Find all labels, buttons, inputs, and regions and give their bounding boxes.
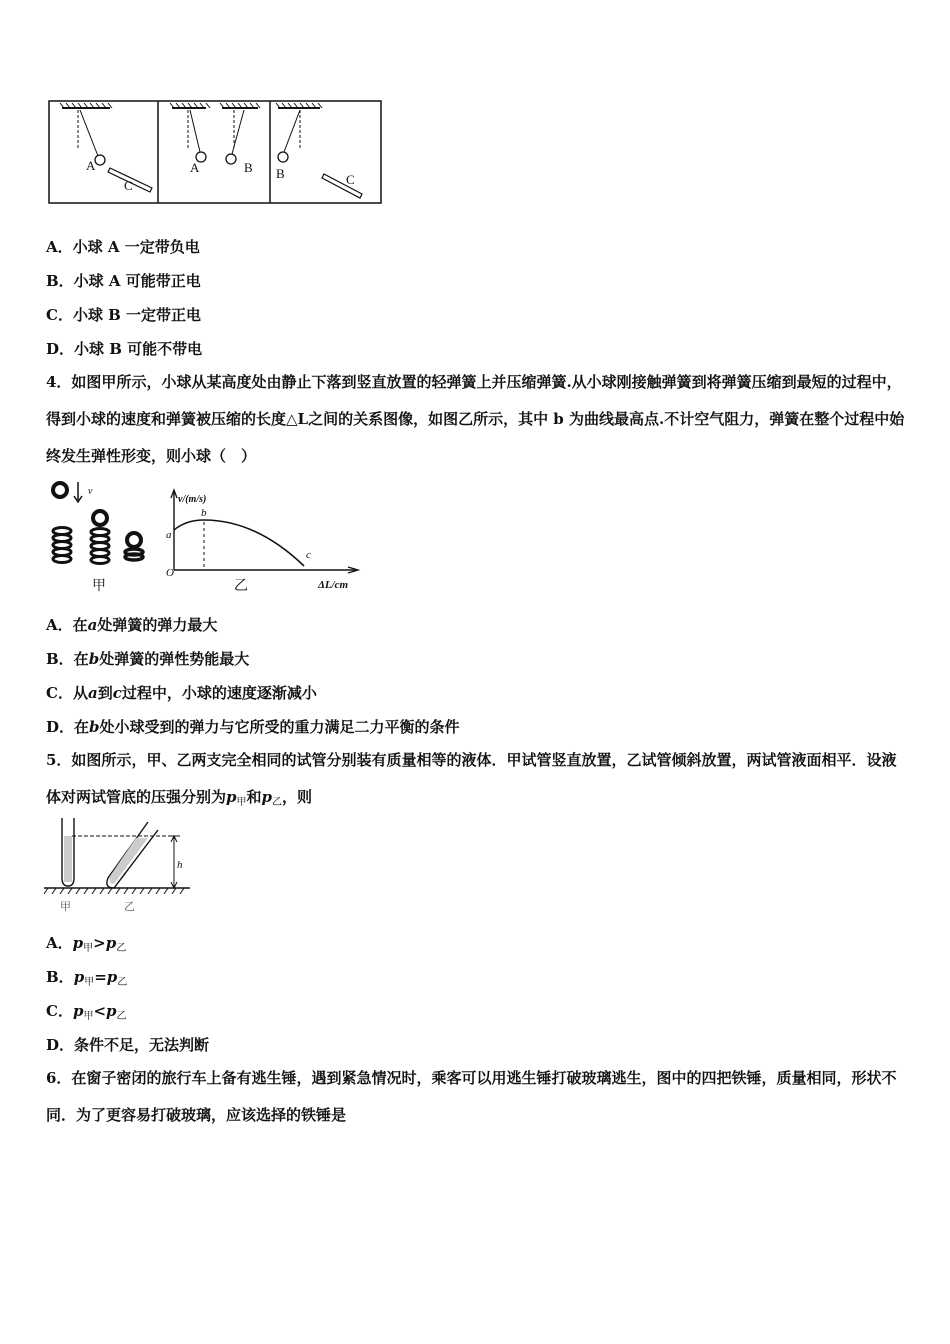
h-label: h: [177, 859, 183, 871]
sub-jia: 甲: [83, 943, 94, 954]
q4-option-a[interactable]: [46, 614, 217, 635]
p-symbol: p: [106, 1002, 117, 1020]
sub-yi: 乙: [117, 977, 128, 988]
sub-yi: 乙: [116, 943, 127, 954]
caption-yi: 乙: [234, 578, 248, 594]
operator: >: [93, 934, 106, 952]
sub-jia: 甲: [84, 977, 95, 988]
q3-option-b[interactable]: B．小球 A 可能带正电: [46, 272, 201, 290]
option-text: 到: [97, 684, 113, 702]
option-text: C．从: [46, 684, 88, 702]
spring-graph-figure: [46, 476, 366, 596]
q3-option-c[interactable]: C．小球 B 一定带正电: [46, 306, 202, 324]
liquid-jia: [64, 836, 72, 882]
ball-compressed: [127, 533, 141, 547]
caption-jia: 甲: [92, 578, 106, 594]
label-a: A: [190, 160, 200, 175]
q5-option-c[interactable]: [46, 1000, 127, 1022]
q4-option-d[interactable]: [46, 716, 460, 737]
velocity-curve: [174, 520, 304, 566]
q3-option-d[interactable]: D．小球 B 可能不带电: [46, 340, 203, 358]
q5-text: 5．如图所示，甲、乙两支完全相同的试管分别装有质量相等的液体．甲试管竖直放置，乙试管倾斜放置，两试管液面相平．设液体对两试管底的压强分别为: [46, 751, 897, 806]
q5-option-d[interactable]: D．条件不足，无法判断: [46, 1036, 210, 1054]
sub-yi: 乙: [272, 797, 283, 808]
option-text: A．: [46, 934, 73, 952]
option-text: 处弹簧的弹性势能最大: [99, 650, 250, 668]
q4-option-b[interactable]: [46, 648, 249, 669]
label-c: C: [346, 172, 355, 187]
ball-b: [278, 152, 288, 162]
label-c: C: [124, 178, 133, 193]
operator: =: [94, 968, 107, 986]
spring-1: [53, 528, 71, 563]
p-symbol: p: [72, 934, 84, 952]
q4-question-text: 4．如图甲所示，小球从某高度处由静止下落到竖直放置的轻弹簧上并压缩弹簧.从小球刚接触弹簧到将弹簧压缩到最短的过程中，得到小球的速度和弹簧被压缩的长度△L之间的关系图像，如图乙所示，其中 b 为曲线最高点.不计空气阻力，弹簧在整个过程中始终发生弹性形变，则小球（ ）: [46, 373, 905, 465]
option-text: 过程中，小球的速度逐渐减小: [121, 684, 317, 702]
label-b: B: [276, 166, 285, 181]
q3-option-a[interactable]: A．小球 A 一定带负电: [46, 238, 200, 256]
sub-yi: 乙: [116, 1011, 127, 1022]
ball-b: [226, 154, 236, 164]
q5-option-b[interactable]: [46, 966, 127, 988]
operator: <: [93, 1002, 107, 1020]
spring-2: [91, 529, 109, 564]
ball-on-spring: [93, 511, 107, 525]
p-symbol: p: [73, 968, 85, 986]
point-b-label: b: [201, 507, 207, 519]
test-tube-figure: [44, 818, 194, 916]
caption-jia: 甲: [60, 900, 71, 913]
q4-option-c[interactable]: [46, 682, 317, 703]
label-a: A: [86, 158, 96, 173]
p-symbol: p: [106, 968, 118, 986]
q5-question-text: [46, 742, 910, 821]
spring-3: [125, 549, 143, 560]
q6-question-text: 6．在窗子密闭的旅行车上备有逃生锤，遇到紧急情况时，乘客可以用逃生锤打破玻璃逃生，图中的四把铁锤，质量相同，形状不同．为了更容易打破玻璃，应该选择的铁锤是: [46, 1069, 897, 1124]
pendulum-figure: [48, 100, 384, 206]
panel-frame: [49, 101, 381, 203]
q5-text: ，则: [282, 788, 313, 806]
origin-label: O: [166, 567, 174, 579]
label-b: B: [244, 160, 253, 175]
var-a: a: [87, 616, 98, 634]
q5-text: 和: [246, 788, 262, 806]
sub-jia: 甲: [236, 797, 247, 808]
falling-ball: [53, 483, 67, 497]
option-text: 处小球受到的弹力与它所受的重力满足二力平衡的条件: [99, 718, 460, 736]
x-axis-label: ΔL/cm: [318, 579, 349, 591]
p-symbol: p: [261, 788, 273, 806]
point-a-label: a: [166, 529, 172, 541]
point-c-label: c: [306, 549, 311, 561]
p-symbol: p: [72, 1002, 84, 1020]
var-b: b: [89, 718, 100, 736]
option-text: D．在: [46, 718, 90, 736]
var-b: b: [88, 650, 100, 668]
caption-yi: 乙: [124, 900, 135, 913]
var-a: a: [87, 684, 98, 702]
option-text: 处弹簧的弹力最大: [97, 616, 218, 634]
rod-c: [322, 174, 362, 198]
var-c: c: [112, 684, 122, 702]
ball-a: [95, 155, 105, 165]
option-text: B．: [46, 968, 74, 986]
option-text: B．在: [46, 650, 89, 668]
p-symbol: p: [226, 788, 237, 806]
liquid-yi: [110, 838, 149, 884]
option-text: C．: [46, 1002, 73, 1020]
option-text: A．在: [46, 616, 88, 634]
v-label: v: [88, 486, 93, 497]
p-symbol: p: [105, 934, 117, 952]
sub-jia: 甲: [83, 1011, 94, 1022]
q5-option-a[interactable]: [46, 932, 126, 954]
y-axis-label: v/(m/s): [178, 494, 207, 505]
